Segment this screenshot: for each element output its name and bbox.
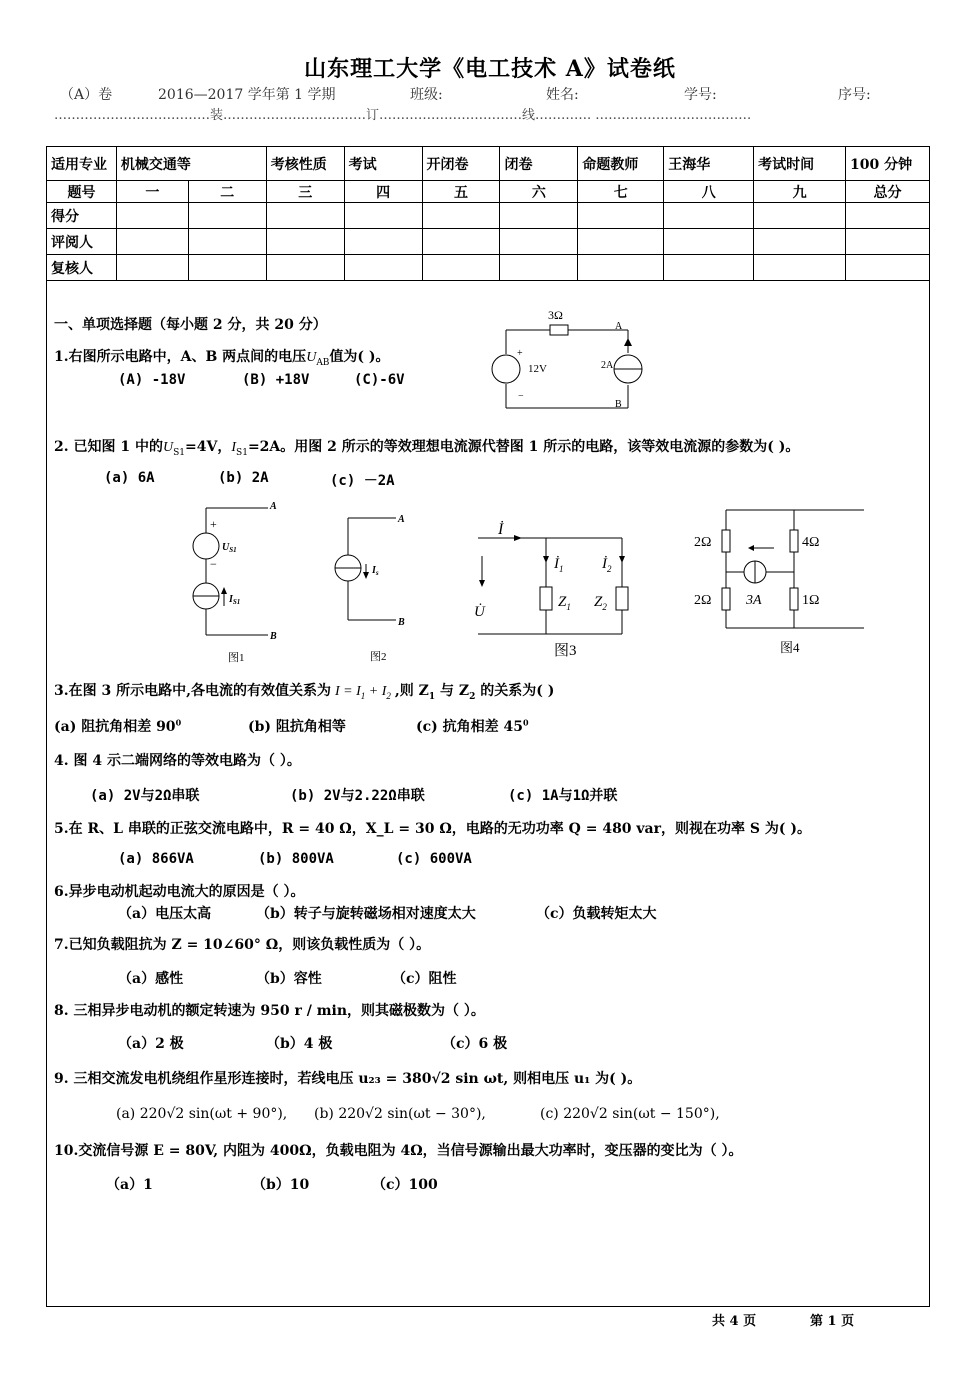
name-label: 姓名: (546, 87, 579, 103)
option-b[interactable]: （b）转子与旋转磁场相对速度太大 (256, 906, 476, 922)
resistor-icon (790, 588, 798, 610)
variable: I (231, 440, 237, 455)
subscript: S1 (236, 447, 248, 458)
score-cell[interactable] (578, 255, 664, 281)
score-cell[interactable] (846, 203, 930, 229)
arrow-up-icon (624, 338, 632, 346)
option-b[interactable]: （b）容性 (256, 971, 322, 987)
header-cell: 二 (188, 181, 266, 203)
question-10: 10.交流信号源 E = 80V, 内阻为 400Ω，负载电阻为 4Ω，当信号源输出最大功率时，变压器的变比为（ ）。 (54, 1143, 743, 1159)
arrow-down-icon (363, 572, 369, 579)
voltage-label: U̇ (474, 604, 485, 620)
option-b[interactable]: （b）10 (252, 1177, 310, 1193)
option-b[interactable]: (b) 阻抗角相等 (248, 719, 346, 735)
subscript: AB (316, 357, 330, 368)
q1-circuit-diagram (488, 306, 648, 412)
class-label: 班级: (410, 87, 443, 103)
question-tail: 值为( )。 (329, 349, 390, 365)
score-cell[interactable] (664, 255, 754, 281)
option-b[interactable]: (b) 2A (218, 470, 269, 486)
student-id-label: 学号: (684, 87, 717, 103)
r2-label: 4Ω (802, 535, 820, 550)
question-text: 2. 已知图 1 中的 (54, 439, 163, 455)
option-a[interactable]: （a）电压太高 (118, 906, 212, 922)
row-label: 复核人 (47, 255, 117, 281)
info-cell: 考试时间 (754, 147, 846, 181)
header-cell: 七 (578, 181, 664, 203)
paper-label: （A）卷 (60, 87, 113, 103)
figure-caption: 图1 (228, 652, 245, 664)
question-1 (54, 346, 390, 368)
option-c[interactable]: (c) 600VA (396, 851, 472, 867)
option-a[interactable]: (a) 6A (104, 470, 155, 486)
impedance-z1-icon (540, 587, 552, 610)
question-text: 1.右图所示电路中，A、B 两点间的电压 (54, 349, 307, 365)
score-cell[interactable] (422, 229, 500, 255)
question-6: 6.异步电动机起动电流大的原因是（ ）。 (54, 884, 305, 900)
option-b[interactable]: (b) 2V与2.22Ω串联 (290, 788, 425, 804)
r3-label: 2Ω (694, 593, 712, 608)
z1-label: $Z_1$ (558, 594, 571, 612)
figure-4 (688, 502, 868, 658)
header-cell: 四 (344, 181, 422, 203)
option-a[interactable]: (A) -18V (118, 372, 186, 388)
option-a[interactable]: (a) 阻抗角相差 $90^0$ (54, 717, 182, 735)
node-a-label: A (398, 514, 405, 525)
info-cell: 考试 (344, 147, 422, 181)
score-cell[interactable] (188, 229, 266, 255)
question-9: 9. 三相交流发电机绕组作星形连接时，若线电压 u₂₃ = 380√2 sin ωt, 则相电压 u₁ 为( )。 (54, 1071, 642, 1087)
minus-sign: − (518, 391, 524, 402)
score-cell[interactable] (578, 203, 664, 229)
figure-caption: 图2 (370, 651, 387, 663)
score-cell[interactable] (664, 229, 754, 255)
term-label: 2016—2017 学年第 1 学期 (158, 87, 336, 103)
score-cell[interactable] (846, 255, 930, 281)
option-c[interactable]: （c）阻性 (392, 971, 457, 987)
current-2-label: $İ_2$ (602, 556, 612, 574)
option-a[interactable]: (a) 220√2 sin(ωt + 90°), (116, 1106, 288, 1122)
question-text: =2A。用图 2 所示的等效理想电流源代替图 1 所示的电路，该等效电流源的参数为( )。 (247, 439, 800, 455)
question-text: 的关系为( ) (475, 683, 555, 699)
option-c[interactable]: (C)-6V (354, 372, 405, 388)
question-text: 与 Z (435, 683, 470, 699)
score-cell[interactable] (422, 203, 500, 229)
figure-1 (182, 498, 292, 666)
option-b[interactable]: (b) 800VA (258, 851, 334, 867)
variable: U (162, 440, 174, 455)
figure-2 (326, 508, 426, 664)
header-cell: 三 (266, 181, 344, 203)
current-source-label: $I_{S1}$ (229, 594, 241, 606)
option-c[interactable]: （c）负载转矩太大 (536, 906, 657, 922)
total-pages: 共 4 页 (712, 1314, 757, 1329)
score-cell[interactable] (188, 255, 266, 281)
question-text: ,则 Z (394, 683, 429, 699)
option-a[interactable]: (a) 866VA (118, 851, 194, 867)
question-4: 4. 图 4 示二端网络的等效电路为（ ）。 (54, 753, 301, 769)
question-5: 5.在 R、L 串联的正弦交流电路中，R = 40 Ω，X_L = 30 Ω，电路的无功功率 Q = 480 var，则视在功率 S 为( )。 (54, 821, 811, 837)
score-cell[interactable] (578, 229, 664, 255)
header-cell: 题号 (47, 181, 117, 203)
section-heading: 一、单项选择题（每小题 2 分，共 20 分） (54, 317, 327, 333)
score-cell[interactable] (754, 203, 846, 229)
arrow-down-icon (619, 556, 625, 563)
exam-title: 山东理工大学《电工技术 A》试卷纸 (304, 56, 676, 82)
resistor-icon (550, 325, 568, 335)
option-c[interactable]: (c) －2A (330, 473, 395, 489)
r1-label: 2Ω (694, 535, 712, 550)
question-text: 3.在图 3 所示电路中,各电流的有效值关系为 (54, 683, 331, 699)
current-label: İ (498, 521, 504, 538)
figure-caption: 图4 (780, 640, 800, 655)
info-row (47, 147, 930, 181)
r4-label: 1Ω (802, 593, 820, 608)
question-3: 3.在图 3 所示电路中,各电流的有效值关系为 $I = I_1 + I_2$ ,则 $Z_1$ 与 $Z_2$ 的关系为( ) (54, 683, 555, 702)
score-cell[interactable] (754, 255, 846, 281)
score-cell[interactable] (344, 203, 422, 229)
score-cell[interactable] (116, 203, 188, 229)
option-b[interactable]: (B) +18V (242, 372, 310, 388)
arrow-left-icon (748, 545, 754, 551)
reviewer-row (47, 229, 930, 255)
option-c[interactable]: (c) 抗角相差 $45^0$ (416, 717, 529, 735)
node-b-label: B (615, 399, 622, 410)
option-c[interactable]: (c) 220√2 sin(ωt − 150°), (540, 1106, 720, 1122)
header-cell: 六 (500, 181, 578, 203)
node-a-label: A (270, 501, 277, 512)
arrow-down-icon (543, 556, 549, 563)
score-cell[interactable] (344, 255, 422, 281)
minus-sign: − (210, 557, 217, 571)
arrow-down-icon (479, 580, 485, 587)
score-cell[interactable] (116, 255, 188, 281)
binding-line: ………………………………装……………………………订……………………………线…………. ……………………………… (54, 108, 752, 123)
option-a[interactable]: (a) 2V与2Ω串联 (90, 788, 200, 804)
info-cell: 100 分钟 (846, 147, 930, 181)
score-cell[interactable] (664, 203, 754, 229)
subscript: S1 (173, 447, 186, 458)
score-cell[interactable] (188, 203, 266, 229)
resistor-icon (790, 530, 798, 552)
header-cell: 一 (116, 181, 188, 203)
score-cell[interactable] (754, 229, 846, 255)
info-cell: 考核性质 (266, 147, 344, 181)
z2-label: $Z_2$ (594, 594, 607, 612)
page-number: 第 1 页 (810, 1314, 855, 1329)
variable: U (306, 350, 317, 365)
node-b-label: B (398, 617, 405, 628)
current-1-label: $İ_1$ (554, 556, 564, 574)
resistor-icon (722, 588, 730, 610)
score-cell[interactable] (500, 229, 578, 255)
impedance-z2-icon (616, 587, 628, 610)
row-label: 评阅人 (47, 229, 117, 255)
plus-sign: + (517, 348, 523, 359)
voltage-label: 12V (528, 363, 547, 375)
score-cell[interactable] (500, 255, 578, 281)
question-8: 8. 三相异步电动机的额定转速为 950 r / min，则其磁极数为（ ）。 (54, 1003, 485, 1019)
score-cell[interactable] (846, 229, 930, 255)
option-a[interactable]: （a）1 (106, 1177, 153, 1193)
resistor-icon (722, 530, 730, 552)
question-text: =4V， (185, 439, 232, 455)
score-cell[interactable] (266, 229, 344, 255)
current-label: 2A (601, 360, 614, 371)
option-b[interactable]: (b) 220√2 sin(ωt − 30°), (314, 1106, 486, 1122)
info-cell: 闭卷 (500, 147, 578, 181)
node-b-label: B (270, 631, 277, 642)
option-c[interactable]: （c）100 (372, 1177, 438, 1193)
voltage-source-label: $U_{S1}$ (222, 542, 237, 554)
row-label: 得分 (47, 203, 117, 229)
seq-label: 序号: (838, 87, 871, 103)
arrow-right-icon (514, 535, 522, 541)
plus-sign: + (210, 517, 217, 531)
info-cell: 命题教师 (578, 147, 664, 181)
resistor-label: 3Ω (548, 308, 563, 322)
formula: $I = I_1 + I_2$ (334, 684, 391, 701)
score-row (47, 203, 930, 229)
score-table (46, 146, 930, 281)
question-number-row (47, 181, 930, 203)
info-cell: 机械交通等 (116, 147, 266, 181)
question-7: 7.已知负载阻抗为 Z = 10∠60° Ω，则该负载性质为（ ）。 (54, 937, 431, 953)
checker-row (47, 255, 930, 281)
option-a[interactable]: （a）感性 (118, 971, 184, 987)
source-label: 3A (746, 593, 762, 608)
arrow-up-icon (221, 587, 227, 594)
header-cell: 五 (422, 181, 500, 203)
option-a[interactable]: （a）2 极 (118, 1036, 184, 1052)
option-c[interactable]: （c）6 极 (442, 1036, 508, 1052)
header-cell: 八 (664, 181, 754, 203)
node-a-label: A (615, 321, 623, 332)
header-cell: 总分 (846, 181, 930, 203)
figure-caption: 图3 (554, 643, 577, 659)
header-cell: 九 (754, 181, 846, 203)
question-2 (54, 436, 799, 458)
score-cell[interactable] (422, 255, 500, 281)
score-cell[interactable] (344, 229, 422, 255)
info-cell: 王海华 (664, 147, 754, 181)
info-cell: 开闭卷 (422, 147, 500, 181)
score-cell[interactable] (500, 203, 578, 229)
score-cell[interactable] (116, 229, 188, 255)
score-cell[interactable] (266, 203, 344, 229)
option-b[interactable]: （b）4 极 (266, 1036, 333, 1052)
option-c[interactable]: (c) 1A与1Ω并联 (508, 788, 618, 804)
figure-3 (464, 512, 640, 660)
current-source-label: $I_s$ (372, 565, 379, 577)
score-cell[interactable] (266, 255, 344, 281)
info-cell: 适用专业 (47, 147, 117, 181)
